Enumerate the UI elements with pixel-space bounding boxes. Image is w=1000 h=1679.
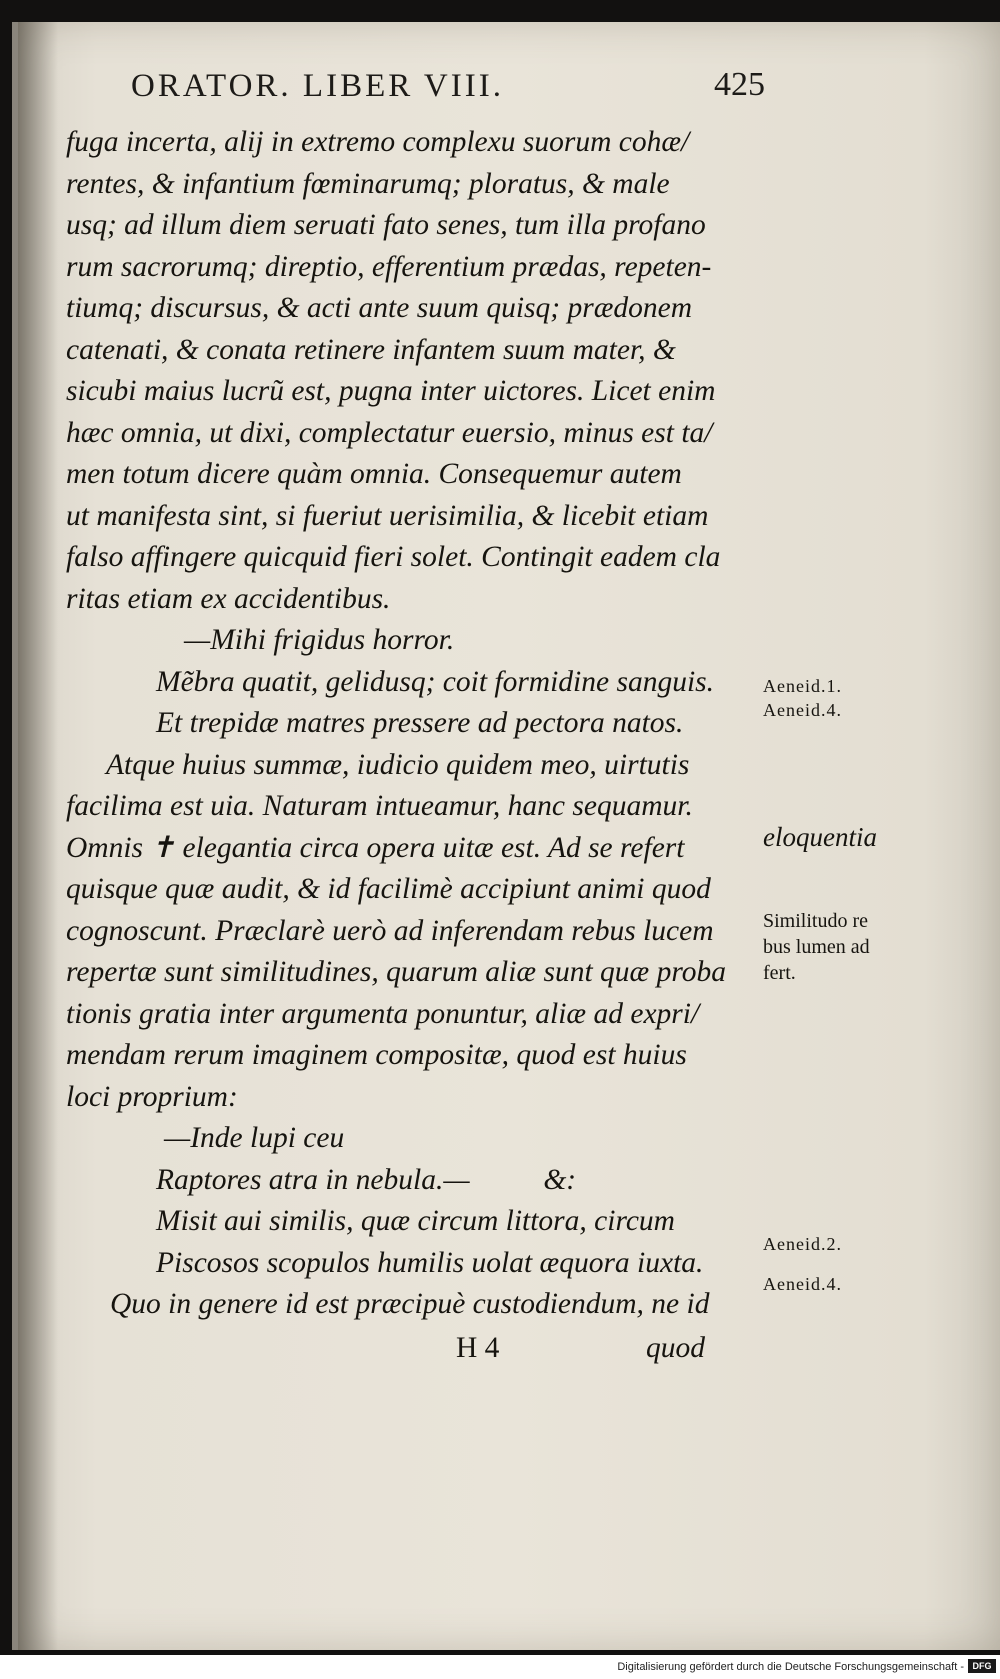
book-page bbox=[12, 22, 1000, 1650]
margin-note: Aeneid.1. bbox=[763, 676, 842, 696]
body-line: tionis gratia inter argumenta ponuntur, aliæ ad expri/ bbox=[66, 997, 700, 1030]
body-line: tiumq; discursus, & acti ante suum quisq; prædonem bbox=[66, 292, 693, 324]
body-line: loci proprium: bbox=[66, 1080, 238, 1113]
body-line: hæc omnia, ut dixi, complectatur euersio, minus est ta/ bbox=[66, 416, 713, 449]
verse-line: —Inde lupi ceu bbox=[164, 1122, 345, 1154]
margin-note: eloquentia bbox=[763, 822, 877, 852]
dfg-logo: DFG bbox=[968, 1659, 996, 1673]
running-head: ORATOR. LIBER VIII. bbox=[131, 68, 504, 104]
verse-line: Piscosos scopulos humilis uolat æquora iuxta. bbox=[156, 1246, 704, 1279]
main-text bbox=[66, 122, 756, 1370]
margin-note bbox=[763, 908, 870, 986]
verse-line: Misit aui similis, quæ circum littora, circum bbox=[156, 1205, 675, 1237]
body-line: Atque huius summæ, iudicio quidem meo, uirtutis bbox=[106, 748, 690, 781]
margin-note-line: Similitudo re bbox=[763, 910, 868, 932]
page-number: 425 bbox=[714, 66, 765, 103]
margin-note: Aeneid.4. bbox=[763, 700, 842, 720]
gutter-shadow bbox=[18, 22, 58, 1650]
margin-note-line: bus lumen ad bbox=[763, 936, 870, 958]
body-line: ut manifesta sint, si fueriut uerisimilia, & licebit etiam bbox=[66, 499, 709, 532]
signature-mark: H 4 bbox=[456, 1331, 500, 1364]
body-line: usq; ad illum diem seruati fato senes, tum illa profano bbox=[66, 209, 706, 241]
verse-line: Mẽbra quatit, gelidusq; coit formidine sanguis. bbox=[156, 665, 715, 698]
body-line: Omnis ✝ elegantia circa opera uitæ est. Ad se refert bbox=[66, 831, 685, 864]
body-line: men totum dicere quàm omnia. Consequemur autem bbox=[66, 458, 682, 490]
body-line: repertæ sunt similitudines, quarum aliæ sunt quæ proba bbox=[66, 956, 726, 988]
body-line: catenati, & conata retinere infantem suum mater, & bbox=[66, 333, 676, 366]
body-line: mendam rerum imaginem compositæ, quod est huius bbox=[66, 1039, 687, 1071]
catchword: quod bbox=[646, 1331, 705, 1364]
margin-note-line: fert. bbox=[763, 962, 796, 984]
funding-credit: Digitalisierung gefördert durch die Deutsche Forschungsgemeinschaft - bbox=[617, 1661, 964, 1673]
verse-line: Raptores atra in nebula.— &: bbox=[156, 1163, 577, 1196]
body-line: facilima est uia. Naturam intueamur, hanc sequamur. bbox=[66, 790, 693, 822]
body-line: quisque quæ audit, & id facilimè accipiunt animi quod bbox=[66, 873, 711, 905]
margin-note: Aeneid.2. bbox=[763, 1234, 842, 1254]
margin-note: Aeneid.4. bbox=[763, 1274, 842, 1294]
verse-line: —Mihi frigidus horror. bbox=[184, 624, 455, 656]
body-line: sicubi maius lucrũ est, pugna inter uictores. Licet enim bbox=[66, 375, 716, 407]
body-line: rentes, & infantium fœminarumq; ploratus, & male bbox=[66, 167, 670, 200]
body-line: fuga incerta, alij in extremo complexu suorum cohæ/ bbox=[66, 126, 690, 158]
body-line: rum sacrorumq; direptio, efferentium prædas, repeten- bbox=[66, 250, 712, 283]
verse-line: Et trepidæ matres pressere ad pectora natos. bbox=[156, 707, 684, 739]
body-line: ritas etiam ex accidentibus. bbox=[66, 582, 391, 615]
body-line: falso affingere quicquid fieri solet. Contingit eadem cla bbox=[66, 541, 721, 573]
direction-line bbox=[66, 1326, 756, 1370]
body-line: Quo in genere id est præcipuè custodiendum, ne id bbox=[110, 1288, 710, 1320]
body-line: cognoscunt. Præclarè uerò ad inferendam rebus lucem bbox=[66, 914, 714, 947]
